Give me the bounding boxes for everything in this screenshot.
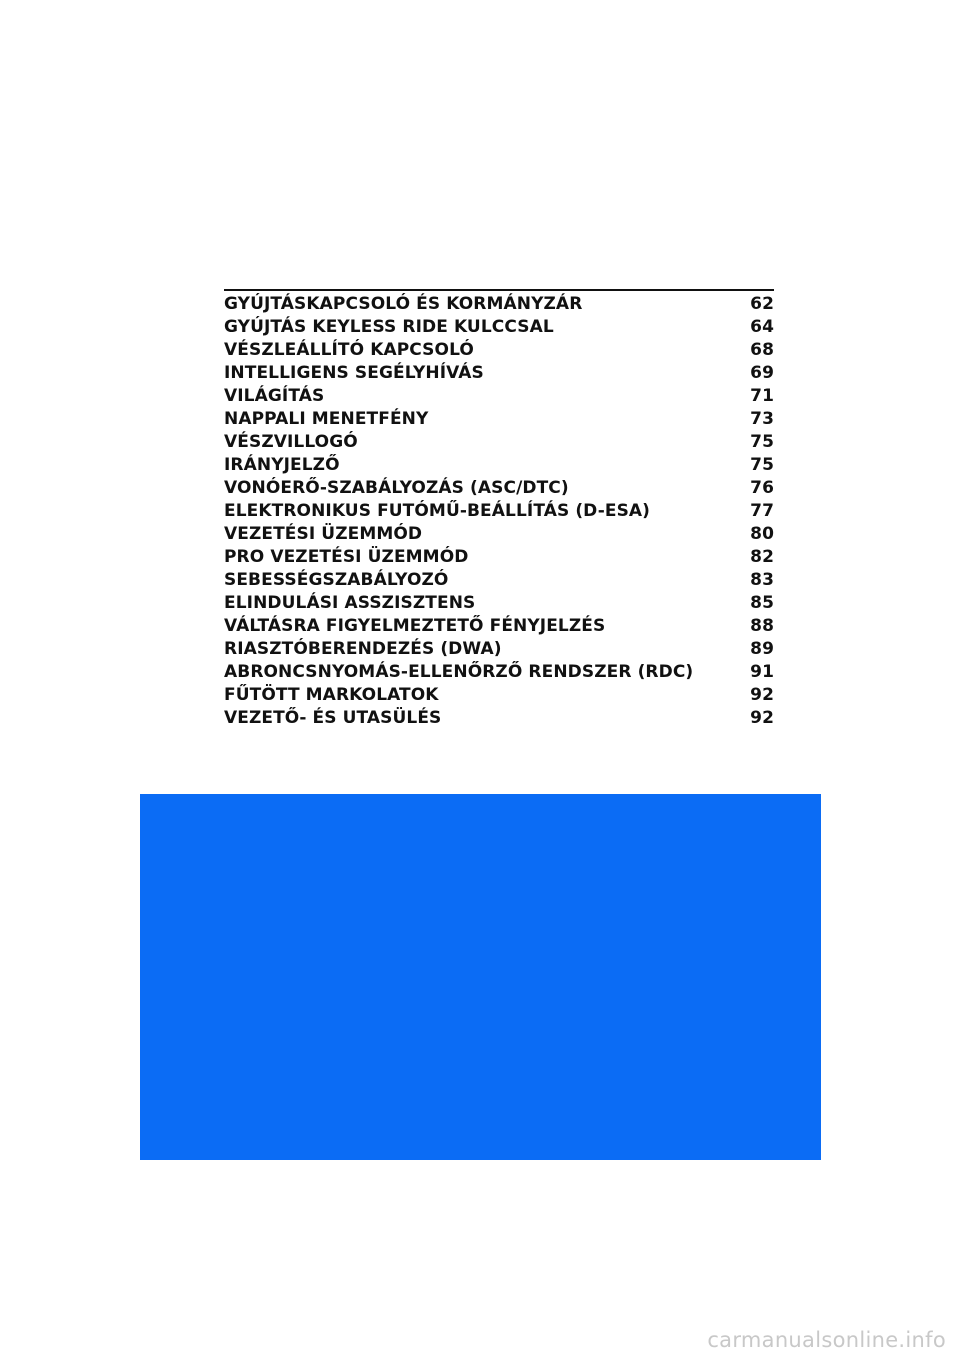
table-of-contents xyxy=(224,289,774,730)
toc-title: ELINDULÁSI ASSZISZTENS xyxy=(224,593,476,613)
toc-entry[interactable] xyxy=(224,385,774,408)
toc-title: IRÁNYJELZŐ xyxy=(224,455,340,475)
toc-page-number: 62 xyxy=(750,294,774,314)
toc-title: GYÚJTÁS KEYLESS RIDE KULCCSAL xyxy=(224,317,554,337)
toc-page-number: 83 xyxy=(750,570,774,590)
toc-entry[interactable] xyxy=(224,408,774,431)
toc-title: INTELLIGENS SEGÉLYHÍVÁS xyxy=(224,363,484,383)
toc-title: VÁLTÁSRA FIGYELMEZTETŐ FÉNYJELZÉS xyxy=(224,616,606,636)
toc-page-number: 68 xyxy=(750,340,774,360)
toc-entry[interactable] xyxy=(224,546,774,569)
toc-title: RIASZTÓBERENDEZÉS (DWA) xyxy=(224,639,502,659)
toc-page-number: 73 xyxy=(750,409,774,429)
toc-title: VEZETŐ- ÉS UTASÜLÉS xyxy=(224,708,442,728)
toc-page-number: 75 xyxy=(750,455,774,475)
toc-page-number: 64 xyxy=(750,317,774,337)
toc-entry[interactable] xyxy=(224,615,774,638)
watermark: carmanualsonline.info xyxy=(707,1328,946,1352)
toc-page-number: 88 xyxy=(750,616,774,636)
toc-entry[interactable] xyxy=(224,477,774,500)
toc-page-number: 69 xyxy=(750,363,774,383)
toc-entry[interactable] xyxy=(224,661,774,684)
toc-page-number: 75 xyxy=(750,432,774,452)
toc-title: SEBESSÉGSZABÁLYOZÓ xyxy=(224,570,449,590)
toc-entry[interactable] xyxy=(224,339,774,362)
toc-entry[interactable] xyxy=(224,569,774,592)
toc-entry[interactable] xyxy=(224,454,774,477)
toc-page-number: 85 xyxy=(750,593,774,613)
toc-page-number: 80 xyxy=(750,524,774,544)
toc-title: ELEKTRONIKUS FUTÓMŰ-BEÁLLÍTÁS (D-ESA) xyxy=(224,501,651,521)
toc-entry[interactable] xyxy=(224,707,774,730)
toc-page-number: 89 xyxy=(750,639,774,659)
toc-page-number: 77 xyxy=(750,501,774,521)
toc-title: VÉSZVILLOGÓ xyxy=(224,432,358,452)
toc-page-number: 91 xyxy=(750,662,774,682)
toc-title: VEZETÉSI ÜZEMMÓD xyxy=(224,524,423,544)
toc-title: FŰTÖTT MARKOLATOK xyxy=(224,685,439,705)
toc-title: NAPPALI MENETFÉNY xyxy=(224,409,429,429)
toc-title: GYÚJTÁSKAPCSOLÓ ÉS KORMÁNYZÁR xyxy=(224,294,583,314)
toc-entry[interactable] xyxy=(224,523,774,546)
toc-entry[interactable] xyxy=(224,431,774,454)
toc-entry[interactable] xyxy=(224,638,774,661)
toc-entry[interactable] xyxy=(224,316,774,339)
toc-entry[interactable] xyxy=(224,293,774,316)
toc-page-number: 82 xyxy=(750,547,774,567)
toc-page-number: 92 xyxy=(750,685,774,705)
toc-page-number: 92 xyxy=(750,708,774,728)
toc-title: VÉSZLEÁLLÍTÓ KAPCSOLÓ xyxy=(224,340,474,360)
blue-image-panel xyxy=(140,794,821,1160)
toc-title: ABRONCSNYOMÁS-ELLENŐRZŐ RENDSZER (RDC) xyxy=(224,662,694,682)
toc-title: PRO VEZETÉSI ÜZEMMÓD xyxy=(224,547,469,567)
toc-entry[interactable] xyxy=(224,592,774,615)
toc-entry[interactable] xyxy=(224,362,774,385)
toc-title: VILÁGÍTÁS xyxy=(224,386,325,406)
toc-page-number: 71 xyxy=(750,386,774,406)
toc-entry[interactable] xyxy=(224,684,774,707)
toc-entry[interactable] xyxy=(224,500,774,523)
toc-page-number: 76 xyxy=(750,478,774,498)
toc-title: VONÓERŐ-SZABÁLYOZÁS (ASC/DTC) xyxy=(224,478,569,498)
